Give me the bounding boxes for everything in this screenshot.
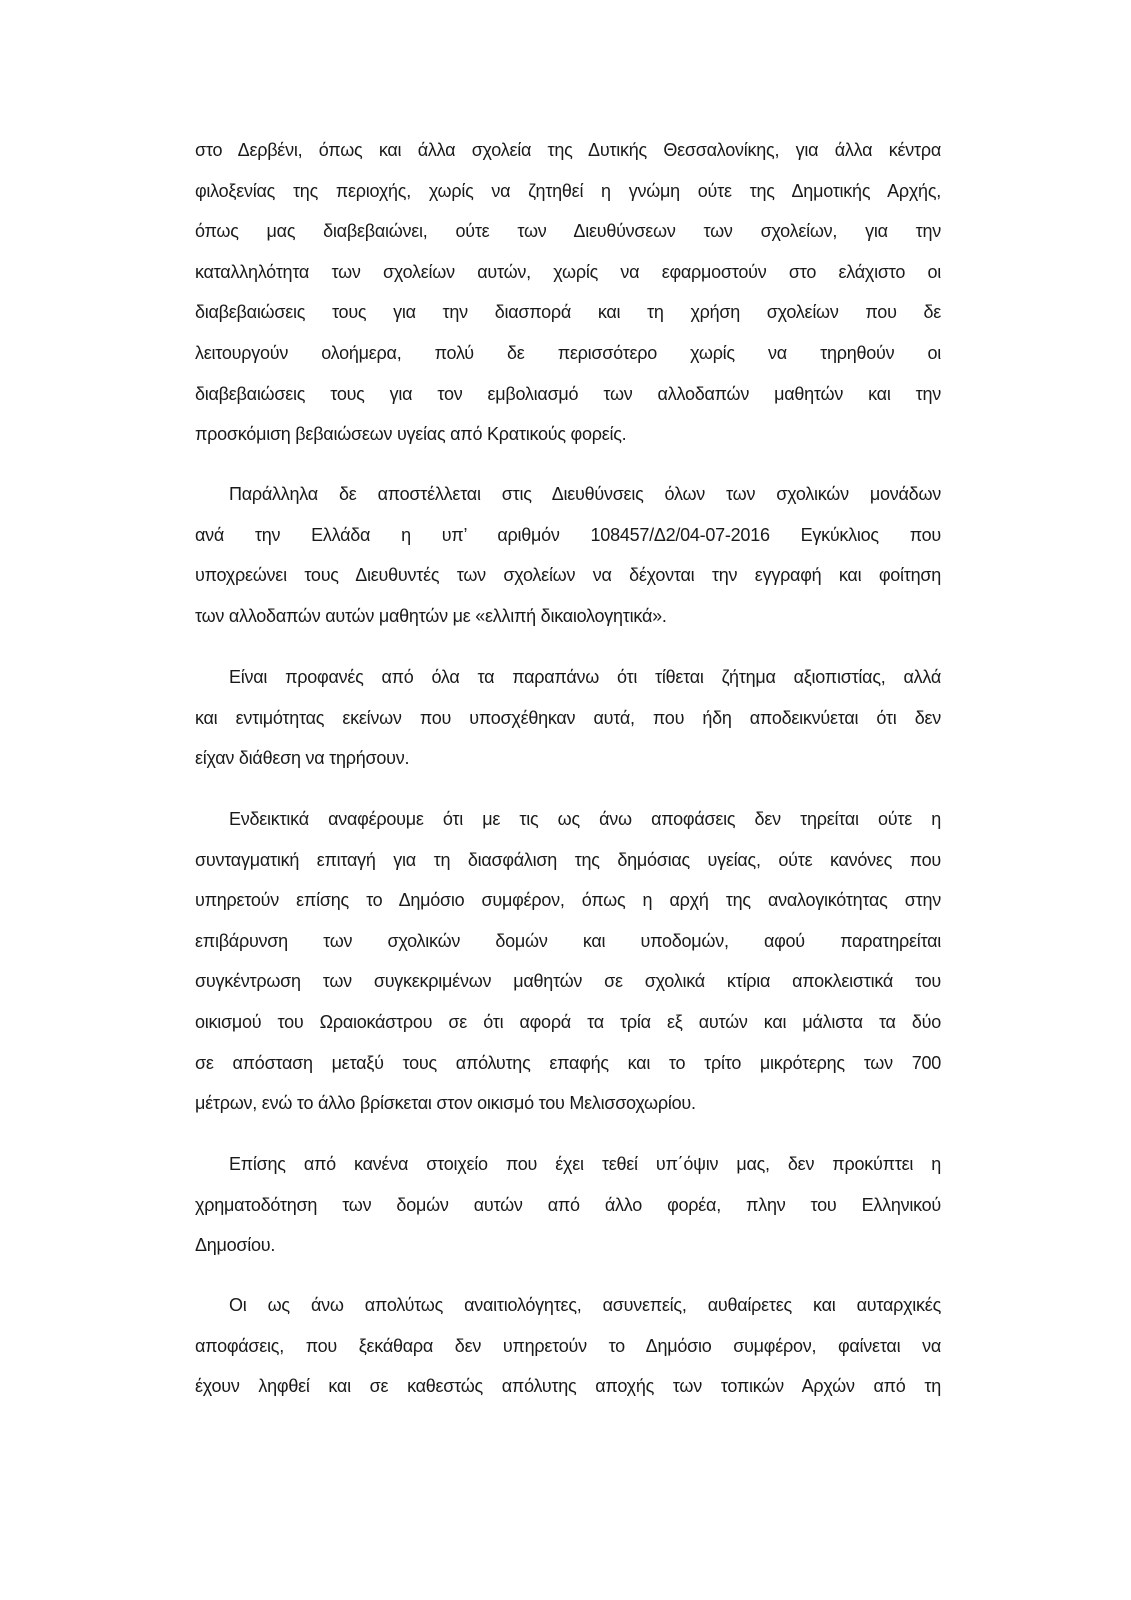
text-line: Παράλληλα δε αποστέλλεται στις Διευθύνσεις όλων των σχολικών μονάδων (229, 484, 941, 504)
text-line: έχουν ληφθεί και σε καθεστώς απόλυτης αποχής των τοπικών Αρχών από τη (195, 1376, 941, 1397)
text-line: όπως μας διαβεβαιώνει, ούτε των Διευθύνσεων των σχολείων, για την (195, 221, 941, 242)
text-line: οικισμού του Ωραιοκάστρου σε ότι αφορά τα τρία εξ αυτών και μάλιστα τα δύο (195, 1011, 941, 1032)
text-line: υπηρετούν επίσης το Δημόσιο συμφέρον, όπως η αρχή της αναλογικότητας στην (195, 890, 941, 911)
text-line: Δημοσίου. (195, 1235, 276, 1256)
text-line: προσκόμιση βεβαιώσεων υγείας από Κρατικούς φορείς. (195, 424, 627, 445)
text-line: Ενδεικτικά αναφέρουμε ότι με τις ως άνω αποφάσεις δεν τηρείται ούτε η (229, 809, 941, 829)
text-line: λειτουργούν ολοήμερα, πολύ δε περισσότερο χωρίς να τηρηθούν οι (195, 342, 941, 363)
text-line: ανά την Ελλάδα η υπ’ αριθμόν 108457/Δ2/04-07-2016 Εγκύκλιος που (195, 524, 941, 545)
paragraph (195, 1285, 941, 1407)
text-line: των αλλοδαπών αυτών μαθητών με «ελλιπή δικαιολογητικά». (195, 605, 667, 626)
paragraph (195, 1144, 941, 1266)
text-line: συνταγματική επιταγή για τη διασφάλιση της δημόσιας υγείας, ούτε κανόνες που (195, 849, 941, 870)
text-line: χρηματοδότηση των δομών αυτών από άλλο φορέα, πλην του Ελληνικού (195, 1194, 941, 1215)
text-line: μέτρων, ενώ το άλλο βρίσκεται στον οικισμό του Μελισσοχωρίου. (195, 1093, 696, 1114)
text-line: Οι ως άνω απολύτως αναιτιολόγητες, ασυνεπείς, αυθαίρετες και αυταρχικές (229, 1295, 941, 1315)
text-line: διαβεβαιώσεις τους για τον εμβολιασμό των αλλοδαπών μαθητών και την (195, 383, 941, 404)
text-line: καταλληλότητα των σχολείων αυτών, χωρίς να εφαρμοστούν στο ελάχιστο οι (195, 261, 941, 282)
text-line: και εντιμότητας εκείνων που υποσχέθηκαν αυτά, που ήδη αποδεικνύεται ότι δεν (195, 707, 941, 728)
text-line: σε απόσταση μεταξύ τους απόλυτης επαφής και το τρίτο μικρότερης των 700 (195, 1052, 941, 1073)
text-line: Επίσης από κανένα στοιχείο που έχει τεθεί υπ΄όψιν μας, δεν προκύπτει η (229, 1154, 941, 1174)
paragraph (195, 657, 941, 779)
text-line: επιβάρυνση των σχολικών δομών και υποδομών, αφού παρατηρείται (195, 930, 941, 951)
text-line: υποχρεώνει τους Διευθυντές των σχολείων να δέχονται την εγγραφή και φοίτηση (195, 565, 941, 586)
text-line: στο Δερβένι, όπως και άλλα σχολεία της Δυτικής Θεσσαλονίκης, για άλλα κέντρα (195, 140, 941, 160)
text-line: αποφάσεις, που ξεκάθαρα δεν υπηρετούν το Δημόσιο συμφέρον, φαίνεται να (195, 1335, 941, 1356)
text-line: φιλοξενίας της περιοχής, χωρίς να ζητηθεί η γνώμη ούτε της Δημοτικής Αρχής, (195, 180, 941, 201)
text-line: συγκέντρωση των συγκεκριμένων μαθητών σε σχολικά κτίρια αποκλειστικά του (195, 971, 941, 992)
text-line: είχαν διάθεση να τηρήσουν. (195, 748, 410, 769)
text-line: Είναι προφανές από όλα τα παραπάνω ότι τίθεται ζήτημα αξιοπιστίας, αλλά (229, 667, 941, 687)
text-line: διαβεβαιώσεις τους για την διασπορά και τη χρήση σχολείων που δε (195, 302, 941, 323)
paragraph (195, 474, 941, 636)
paragraph (195, 130, 941, 455)
paragraph (195, 799, 941, 1124)
